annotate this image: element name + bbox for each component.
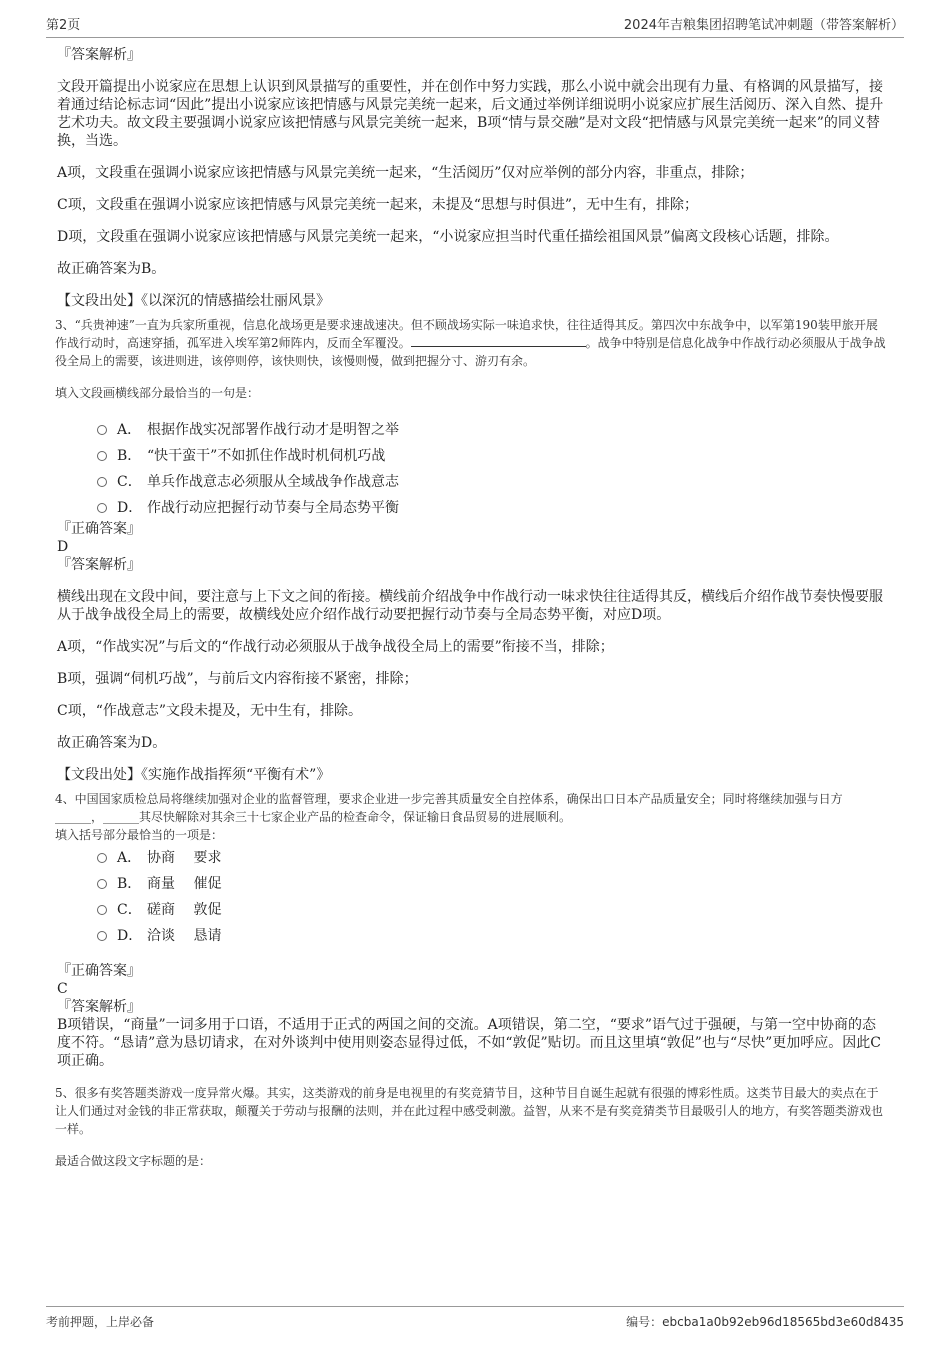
radio-icon[interactable]: [97, 853, 107, 863]
page-footer: [46, 1306, 904, 1330]
radio-icon[interactable]: [97, 503, 107, 513]
option-c[interactable]: C． 磋商 敦促: [97, 896, 887, 922]
option-d[interactable]: D． 洽谈 恳请: [97, 922, 887, 948]
correct-answer: C: [57, 981, 68, 997]
analysis-option-b: B项，强调“伺机巧战”，与前后文内容衔接不紧密，排除；: [57, 671, 418, 687]
radio-icon[interactable]: [97, 451, 107, 461]
analysis-paragraph: 文段开篇提出小说家应在思想上认识到风景描写的重要性，并在创作中努力实践，那么小说中就会出现有力量、有格调的风景描写，接着通过结论标志词“因此”提出小说家应该把情感与风景完美统一起来，后文通过举例详细说明小说家应扩展生活阅历、深入自然、提升艺术功夫。故文段主要强调小说家应该把情感与风景完美统一起来，B项“情与景交融”是对文段“把情感与风景完美统一起来”的同义替换，当选。: [57, 79, 884, 149]
analysis-paragraph: B项错误，“商量”一词多用于口语，不适用于正式的两国之间的交流。A项错误，第二空，“要求”语气过于强硬，与第一空中协商的态度不符。“恳请”意为恳切请求，在对外谈判中使用则姿态显得过低，不如“敦促”贴切。而且这里填“敦促”也与“尽快”更加呼应。因此C项正确。: [57, 1017, 881, 1069]
option-a[interactable]: A． 根据作战实况部署作战行动才是明智之举: [97, 416, 887, 442]
analysis-option-c: C项，“作战意志”文段未提及，无中生有，排除。: [57, 703, 363, 719]
radio-icon[interactable]: [97, 879, 107, 889]
question-5-prompt: 最适合做这段文字标题的是：: [55, 1154, 212, 1168]
analysis-conclusion: 故正确答案为D。: [57, 735, 167, 751]
analysis-option-d: D项，文段重在强调小说家应该把情感与风景完美统一起来，“小说家应担当时代重任描绘祖国风景”偏离文段核心话题，排除。: [57, 229, 839, 245]
option-d[interactable]: D． 作战行动应把握行动节奏与全局态势平衡: [97, 494, 887, 520]
document-title: 2024年吉粮集团招聘笔试冲刺题（带答案解析）: [623, 18, 904, 33]
correct-answer-label: 『正确答案』: [57, 963, 141, 979]
document-id: 编号：ebcba1a0b92eb96d18565bd3e60d8435: [626, 1315, 904, 1329]
radio-icon[interactable]: [97, 477, 107, 487]
option-c[interactable]: C． 单兵作战意志必须服从全域战争作战意志: [97, 468, 887, 494]
answer-blank: [411, 334, 586, 347]
analysis-option-a: A项，文段重在强调小说家应该把情感与风景完美统一起来，“生活阅历”仅对应举例的部分内容，非重点，排除；: [57, 165, 754, 181]
analysis-option-a: A项，“作战实况”与后文的“作战行动必须服从于战争战役全局上的需要”衔接不当，排除；: [57, 639, 614, 655]
source-citation: 【文段出处】《以深沉的情感描绘壮丽风景》: [57, 293, 330, 309]
question-4-options: [97, 844, 887, 948]
radio-icon[interactable]: [97, 931, 107, 941]
question-3-prompt: 填入文段画横线部分最恰当的一句是：: [55, 386, 260, 400]
analysis-label: 『答案解析』: [57, 47, 141, 63]
footer-slogan: 考前押题，上岸必备: [46, 1315, 155, 1329]
correct-answer: D: [57, 539, 69, 555]
question-3-text: 3、“兵贵神速”一直为兵家所重视，信息化战场更是要求速战速决。但不顾战场实际一味追求快，往往适得其反。第四次中东战争中，以军第190装甲旅开展作战行动时，高速穿插，孤军进入埃军第2师阵内，反而全军覆没。 。战争中特别是信息化战争中作战行动必须服从于战争战役全局上的需要，该进则进，该停则停，该快则快，该慢则慢，做到把握分寸、游刃有余。: [55, 318, 886, 368]
source-citation: 【文段出处】《实施作战指挥须“平衡有术”》: [57, 767, 331, 783]
analysis-option-c: C项，文段重在强调小说家应该把情感与风景完美统一起来，未提及“思想与时俱进”，无中生有，排除；: [57, 197, 699, 213]
question-4-text: 4、中国国家质检总局将继续加强对企业的监督管理，要求企业进一步完善其质量安全自控体系，确保出口日本产品质量安全；同时将继续加强与日方______，______其尽快解除对其余三十七家企业产品的检查命令，保证输日食品贸易的进展顺利。: [55, 792, 843, 824]
correct-answer-label: 『正确答案』: [57, 521, 141, 537]
page-number: 第2页: [46, 18, 81, 33]
option-a[interactable]: A． 协商 要求: [97, 844, 887, 870]
option-b[interactable]: B． 商量 催促: [97, 870, 887, 896]
question-5-text: 5、很多有奖答题类游戏一度异常火爆。其实，这类游戏的前身是电视里的有奖竞猜节目，这种节目自诞生起就有很强的博彩性质。这类节目最大的卖点在于让人们通过对金钱的非正常获取，颠覆关于劳动与报酬的法则，并在此过程中感受刺激。益智，从来不是有奖竞猜类节目最吸引人的地方，有奖答题类游戏也一样。: [55, 1086, 884, 1136]
answer-blank: ______: [103, 810, 140, 824]
answer-blank: ______: [55, 810, 91, 824]
analysis-label: 『答案解析』: [57, 557, 141, 573]
question-4-prompt: 填入括号部分最恰当的一项是：: [55, 828, 224, 842]
page-header: [46, 14, 904, 38]
analysis-label: 『答案解析』: [57, 999, 141, 1015]
analysis-conclusion: 故正确答案为B。: [57, 261, 166, 277]
page-content: [57, 46, 887, 1170]
radio-icon[interactable]: [97, 905, 107, 915]
option-b[interactable]: B． “快干蛮干”不如抓住作战时机伺机巧战: [97, 442, 887, 468]
analysis-paragraph: 横线出现在文段中间，要注意与上下文之间的衔接。横线前介绍战争中作战行动一味求快往往适得其反，横线后介绍作战节奏快慢要服从于战争战役全局上的需要，故横线处应介绍作战行动要把握行动节奏与全局态势平衡，对应D项。: [57, 589, 883, 623]
question-3-options: [97, 416, 887, 520]
radio-icon[interactable]: [97, 425, 107, 435]
